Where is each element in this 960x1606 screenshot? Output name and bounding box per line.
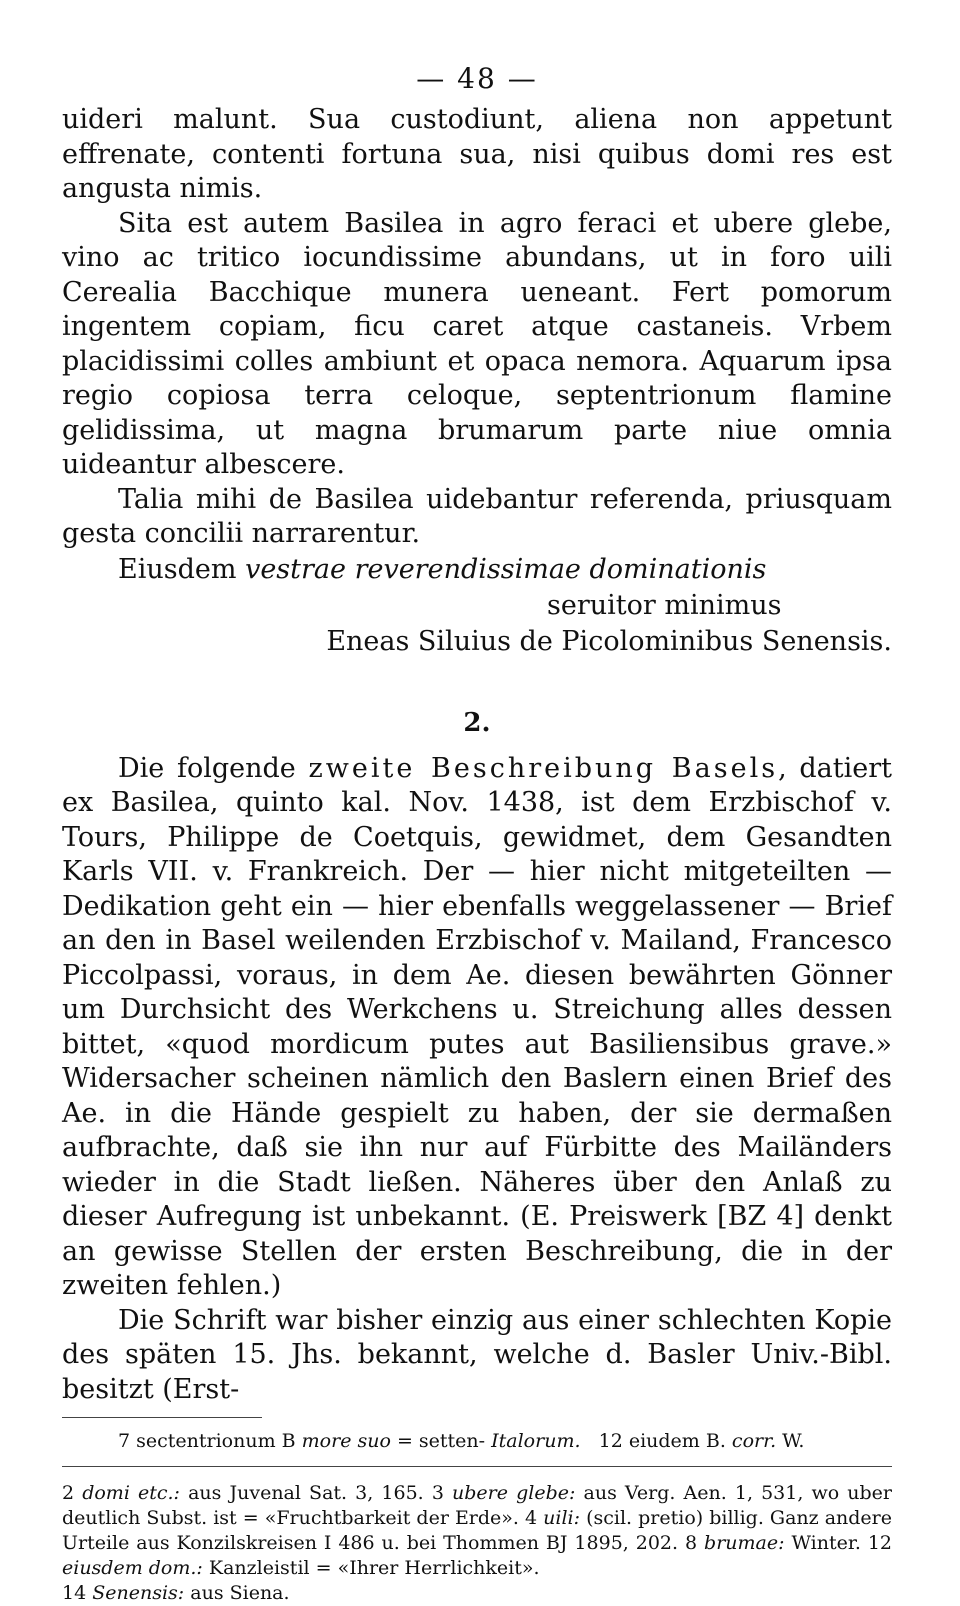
paragraph [62,752,892,1304]
apparatus-italic: corr. [731,1430,777,1452]
footnote-text: Winter. [791,1532,861,1554]
para-rest: , datiert ex Basilea, quinto kal. Nov. 1438, ist dem Erzbischof v. Tours, Philippe de Coetquis, gewidmet, dem Gesandten Karls VII. v. Frankreich. Der — hier nicht mitgeteilten — Dedikation geht ein — hier ebenfalls weggelassener — Brief an den in Basel weilenden Erzbischof v. Mailand, Francesco Piccolpassi, voraus, in dem Ae. diesen bewährten Gönner um Durchsicht des Werkchens u. Streichung alles dessen bittet, «quod mordicum putes aut Basiliensibus grave.» Widersacher scheinen nämlich den Baslern einen Brief des Ae. in die Hände gespielt zu haben, der sie dermaßen aufbrachte, daß sie ihn nur auf Fürbitte des Mailänders wieder in die Stadt ließen. Näheres über den Anlaß zu dieser Aufregung ist unbekannt. (E. Preiswerk [BZ 4] denkt an gewisse Stellen der ersten Beschreibung, die in der zweiten fehlen.) [62,752,892,1301]
closing-line [62,552,892,588]
footnote-lemma: brumae: [704,1532,785,1554]
main-text [62,103,892,552]
closing-signature: Eneas Siluius de Picolominibus Senensis. [326,625,892,657]
paragraph: uideri malunt. Sua custodiunt, aliena non appetunt effrenate, contenti fortuna sua, nisi quibus domi res est angusta nimis. [62,104,892,204]
closing-eiusdem: Eiusdem [118,553,237,585]
footnote-lemma: eiusdem dom.: [62,1557,203,1579]
apparatus-text: 12 eiudem B. [598,1430,726,1452]
section-text [62,752,892,1408]
footnote-number: 12 [867,1532,893,1554]
footnote-number: 14 [62,1582,87,1604]
footnote-text: aus Verg. Aen. 1, 531, wo uber deutlich Subst. ist = «Fruchtbarkeit der Erde». [62,1482,893,1529]
spaced-title: zweite Beschreibung Basels [308,752,779,784]
page [62,62,892,1606]
page-number: — 48 — [416,62,538,95]
paragraph: Sita est autem Basilea in agro feraci et ubere glebe, vino ac tritico iocundissime abundans, ut in foro uili Cerealia Bacchique munera ueneant. Fert pomorum ingentem copiam, ficu caret atque castaneis. Vrbem placidissimi colles ambiunt et opaca nemora. Aquarum ipsa regio copiosa terra celoque, septentrionum flamine gelidissima, ut magna brumarum parte niue omnia uideantur albescere. [62,207,892,480]
section-number: 2. [463,707,491,738]
footnote-number: 2 [62,1482,75,1504]
footnote-text: aus Juvenal Sat. 3, 165. [188,1482,424,1504]
footnote-lemma: domi etc.: [82,1482,180,1504]
footnote-text: aus Siena. [190,1582,290,1604]
apparatus-rule [62,1417,262,1418]
paragraph: Talia mihi de Basilea uidebantur referenda, priusquam gesta concilii narrarentur. [62,483,892,549]
apparatus-text: = setten- [396,1430,486,1452]
letter-closing [62,552,892,660]
footnote-lemma: ubere glebe: [452,1482,576,1504]
footnote-text: (scil. pretio) billig. Ganz andere Urteile aus Konzilskreisen I 486 u. bei Thommen BJ 1895, 202. [62,1507,893,1554]
closing-dominationis: vestrae reverendissimae dominationis [245,553,767,585]
footnote-number: 8 [685,1532,698,1554]
footnote-lemma: Senensis: [92,1582,185,1604]
apparatus-italic: more suo [301,1430,391,1452]
footnote-number: 3 [431,1482,444,1504]
footnote-lemma: uili: [543,1507,581,1529]
apparatus-text: W. [782,1430,805,1452]
footnote-text: Kanzleistil = «Ihrer Herrlichkeit». [208,1557,540,1579]
apparatus-italic: Italorum. [491,1430,581,1452]
apparatus-text: 7 sectentrionum B [118,1430,296,1452]
paragraph: Die Schrift war bisher einzig aus einer schlechten Kopie des späten 15. Jhs. bekannt, welche d. Basler Univ.-Bibl. besitzt (Erst- [62,1304,892,1405]
para-start: Die folgende [118,752,296,784]
footnote-rule [62,1466,892,1467]
critical-apparatus [62,1428,892,1454]
footnotes [62,1481,892,1606]
closing-servitor: seruitor minimus [547,589,782,621]
footnote-number: 4 [525,1507,538,1529]
